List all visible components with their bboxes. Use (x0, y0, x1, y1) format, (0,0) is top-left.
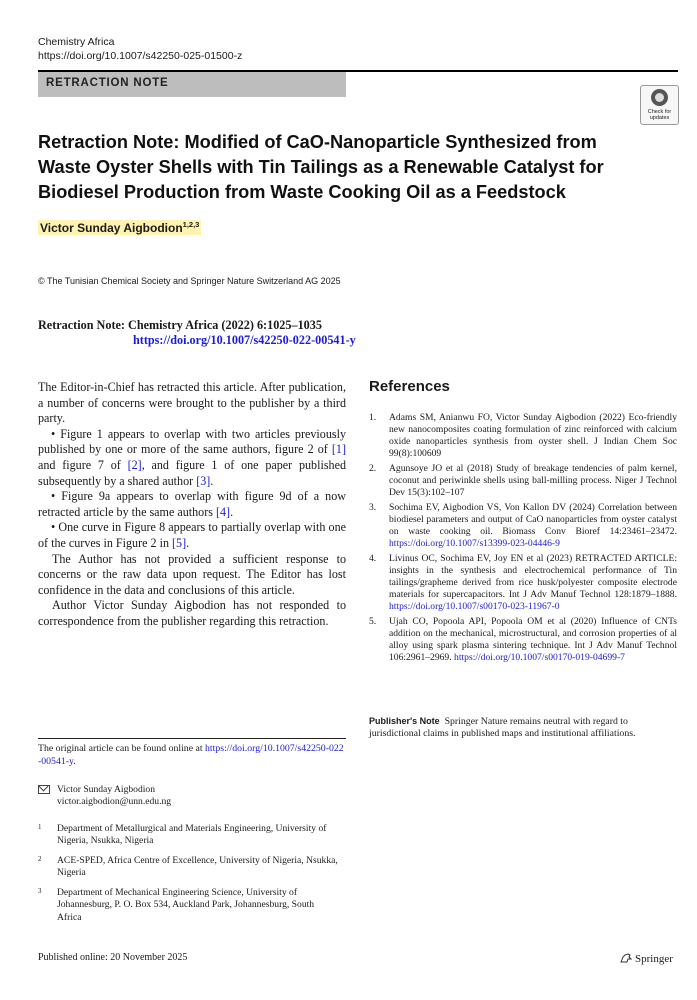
cite-ref-1[interactable]: [1] (331, 442, 346, 457)
body-paragraph-1: The Editor-in-Chief has retracted this article. After publication, a number of concerns were brought to the publisher by a third party. (38, 380, 346, 426)
retraction-reference: Retraction Note: Chemistry Africa (2022) 6:1025–1035 (38, 318, 322, 332)
references-heading: References (369, 378, 450, 395)
check-for-text: Check for (647, 109, 672, 115)
article-type-label: RETRACTION NOTE (46, 77, 169, 89)
retraction-doi-link[interactable]: https://doi.org/10.1007/s42250-022-00541-y (133, 333, 356, 347)
correspondence-email[interactable]: victor.aigbodion@unn.edu.ng (57, 796, 172, 807)
springer-horse-icon (620, 953, 632, 963)
bullet-figure-8: • One curve in Figure 8 appears to partially overlap with one of the curves in Figure 2 in [5]. (38, 520, 346, 550)
affiliation-3: 3 Department of Mechanical Engineering Science, University of Johannesburg, P. O. Box 534, Auckland Park, Johannesburg, South Africa (38, 887, 315, 923)
publishers-note (369, 715, 677, 741)
reference-item: 3. Sochima EV, Aigbodion VS, Von Kallon DV (2024) Correlation between biodiesel parameters and output of CaO nanoparticles from oyster catalyst on waste cooking oil. Biomass Conv Bioref 14:23461–23472. https://doi.org/10.1007/s13399-023-04446-9 (369, 501, 677, 549)
bullet-figure-1: • Figure 1 appears to overlap with two articles previously published by one or more of the same authors, figure 2 of [1] and figure 7 of [2], and figure 1 of one paper published subsequently by a shared author [3]. (38, 426, 346, 488)
springer-wordmark: Springer (635, 953, 673, 965)
correspondence-block (38, 784, 171, 808)
original-article-link[interactable]: https://doi.org/10.1007/s42250-022-00541-y (38, 743, 344, 767)
journal-name: Chemistry Africa (38, 36, 115, 48)
reference-doi-link[interactable]: https://doi.org/10.1007/s00170-019-04699-7 (454, 651, 625, 663)
reference-item: 2. Agunsoye JO et al (2018) Study of breakage tendencies of palm kernel, coconut and periwinkle shells using ball-milling process. Niger J Technol Dev 15(3):102–107 (369, 462, 677, 499)
reference-doi-link[interactable]: https://doi.org/10.1007/s00170-023-11967-0 (389, 600, 560, 612)
journal-header (38, 35, 242, 63)
footnote-rule (38, 738, 346, 739)
author-affiliations: 1,2,3 (182, 220, 200, 229)
publishers-note-label: Publisher's Note (369, 716, 440, 726)
envelope-icon (38, 785, 50, 794)
article-title: Retraction Note: Modified of CaO-Nanoparticle Synthesized from Waste Oyster Shells with Tin Tailings as a Renewable Catalyst for Biodiesel Production from Waste Cooking Oil as a Feedstock (38, 132, 604, 202)
cite-ref-3[interactable]: [3] (196, 473, 211, 488)
reference-item: 5. Ujah CO, Popoola API, Popoola OM et al (2020) Influence of CNTs addition on the mechanical, microstructural, and corrosion properties of al alloy using spark plasma sintering technique. Int J Adv Manuf Technol 106:2961–2969. https://doi.org/10.1007/s00170-019-04699-7 (369, 615, 677, 663)
updates-text: updates (649, 115, 670, 121)
body-paragraph-3: Author Victor Sunday Aigbodion has not responded to correspondence from the publisher regarding this retraction. (38, 598, 346, 628)
article-doi[interactable]: https://doi.org/10.1007/s42250-025-01500-z (38, 50, 243, 62)
cite-ref-4[interactable]: [4] (215, 504, 231, 519)
copyright-line: © The Tunisian Chemical Society and Springer Nature Switzerland AG 2025 (38, 276, 341, 286)
article-type-banner (38, 72, 346, 97)
cite-ref-5[interactable]: [5] (172, 535, 187, 550)
body-text (38, 380, 346, 630)
author-name[interactable]: Victor Sunday Aigbodion (40, 221, 183, 235)
reference-item: 1. Adams SM, Anianwu FO, Victor Sunday Aigbodion (2022) Eco-friendly new nanocomposites coating formulation of zinc reinforced with calcium oxide nanoparticles synthesis from oyster shell. J Indian Chem Soc 99(8):100609 (369, 412, 677, 460)
publishers-note-text: Springer Nature remains neutral with regard to jurisdictional claims in published maps and institutional affiliations. (369, 716, 636, 740)
references-list (369, 412, 677, 666)
bookmark-icon (651, 89, 668, 106)
original-article-footnote: The original article can be found online at https://doi.org/10.1007/s42250-022-00541-y. (38, 743, 344, 767)
affiliation-1: 1 Department of Metallurgical and Materials Engineering, University of Nigeria, Nsukka, Nigeria (38, 823, 327, 847)
affiliation-2: 2 ACE-SPED, Africa Centre of Excellence, University of Nigeria, Nsukka, Nigeria (38, 855, 338, 879)
reference-doi-link[interactable]: https://doi.org/10.1007/s13399-023-04446-9 (389, 537, 560, 549)
springer-logo (620, 953, 673, 965)
correspondence-name: Victor Sunday Aigbodion (57, 784, 156, 795)
reference-item: 4. Livinus OC, Sochima EV, Joy EN et al (2023) RETRACTED ARTICLE: insights in the synthesis and electrochemical performance of Tin tailings/grapheme derived from rice husk/polyester composite electrode materials for supercapacitors. Int J Adv Manuf Technol 128:1879–1888. https://doi.org/10.1007/s00170-023-11967-0 (369, 552, 677, 612)
bullet-figure-9a: • Figure 9a appears to overlap with figure 9d of a now retracted article by the same authors [4]. (38, 489, 346, 519)
cite-ref-2[interactable]: [2] (127, 457, 142, 472)
check-for-updates-badge[interactable] (640, 85, 679, 125)
published-online: Published online: 20 November 2025 (38, 952, 188, 963)
author-line (38, 220, 201, 235)
body-paragraph-2: The Author has not provided a sufficient response to concerns or the raw data upon request. The Editor has lost confidence in the data and conclusions of this article. (38, 551, 346, 597)
